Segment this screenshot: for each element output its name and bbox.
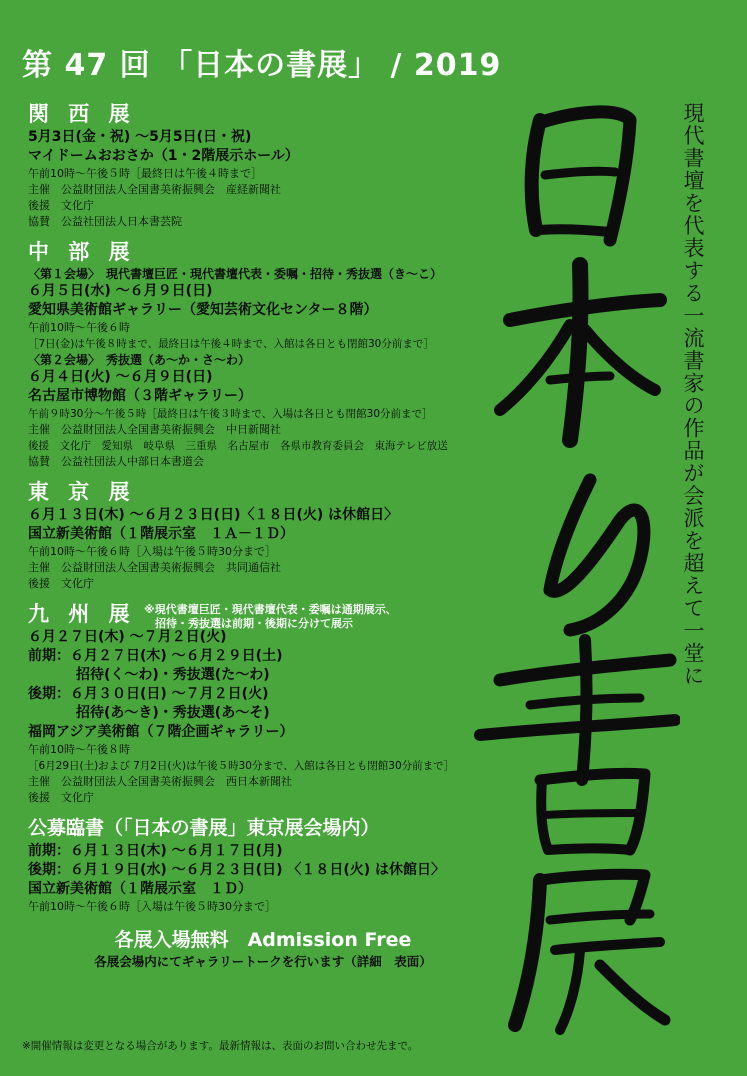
kansai-hours: 午前10時～午後５時［最終日は午後４時まで］ xyxy=(28,167,262,180)
kyushu-venue: 福岡アジア美術館（７階企画ギャラリー） xyxy=(28,724,294,740)
tokyo-venue: 国立新美術館（１階展示室 １Ａ－１Ｄ） xyxy=(28,526,294,542)
koubo-early: 前期：６月１３日(木) ～６月１７日(月) xyxy=(28,843,283,859)
chubu-venue2-dates: ６月４日(火) ～６月９日(日) xyxy=(28,369,213,385)
gallery-talk-notice: 各展会場内にてギャラリートークを行います（詳細 表面） xyxy=(94,954,432,969)
vertical-tagline: 現代書壇を代表する一流書家の作品が会派を超えて一堂に xyxy=(681,102,705,687)
chubu-venue1-note: ［7日(金)は午後８時まで、最終日は午後４時まで、入館は各日とも閉館30分前まで］ xyxy=(28,338,434,350)
kansai-dates: 5月3日(金・祝) ～5月5日(日・祝) xyxy=(28,129,252,145)
koubo-late: 後期：６月１９日(水) ～６月２３日(日) 〈１８日(火) は休館日〉 xyxy=(28,862,446,878)
kyushu-note-line1: ※現代書壇巨匠・現代書壇代表・委嘱は通期展示、 xyxy=(144,603,397,616)
chubu-venue1-hours: 午前10時～午後６時 xyxy=(28,321,130,334)
chubu-venue2-name: 名古屋市博物館（３階ギャラリー） xyxy=(28,388,252,404)
chubu-venue2-hours: 午前９時30分～午後５時［最終日は午後３時まで、入場は各日とも閉館30分前まで］ xyxy=(28,408,433,420)
kyushu-note-line2: 招待・秀抜選は前期・後期に分けて展示 xyxy=(144,617,353,630)
chubu-support: 後援 文化庁 愛知県 岐阜県 三重県 名古屋市 各県市教育委員会 東海テレビ放送 xyxy=(28,440,448,452)
chubu-heading: 中 部 展 xyxy=(28,240,136,264)
tokyo-dates: ６月１３日(木) ～６月２３日(日)〈１８日(火) は休館日〉 xyxy=(28,507,399,523)
calligraphy-brush-strokes xyxy=(470,80,680,1040)
admission-free: 各展入場無料 Admission Free xyxy=(114,929,412,951)
tokyo-support: 後援 文化庁 xyxy=(28,577,94,590)
kyushu-early: 前期：６月２７日(木) ～６月２９日(土) xyxy=(28,648,283,664)
kyushu-late-sub: 招待(あ～き)・秀抜選(あ～そ) xyxy=(76,705,270,721)
kansai-cooperation: 協賛 公益社団法人日本書芸院 xyxy=(28,215,182,228)
kyushu-dates: ６月２７日(木) ～７月２日(火) xyxy=(28,629,227,645)
chubu-venue2-label: 〈第２会場〉 秀抜選（あ～か・さ～わ） xyxy=(28,353,251,367)
koubo-hours: 午前10時～午後６時［入場は午後５時30分まで］ xyxy=(28,900,276,913)
tokyo-hours: 午前10時～午後６時［入場は午後５時30分まで］ xyxy=(28,545,276,558)
tokyo-heading: 東 京 展 xyxy=(28,480,136,504)
kyushu-exhibit-note xyxy=(144,603,397,631)
chubu-venue1-name: 愛知県美術館ギャラリー（愛知芸術文化センター８階） xyxy=(28,302,378,318)
kyushu-support: 後援 文化庁 xyxy=(28,791,94,804)
page-title: 第 47 回 「日本の書展」 / 2019 xyxy=(22,48,502,83)
kyushu-note: ［6月29日(土)および 7月2日(火)は午後５時30分まで、入館は各日とも閉館30分前まで］ xyxy=(28,760,455,772)
kyushu-early-sub: 招待(く～わ)・秀抜選(た～わ) xyxy=(76,667,270,683)
chubu-organizers: 主催 公益財団法人全国書美術振興会 中日新聞社 xyxy=(28,423,281,436)
tokyo-organizers: 主催 公益財団法人全国書美術振興会 共同通信社 xyxy=(28,561,281,574)
kansai-organizers: 主催 公益財団法人全国書美術振興会 産経新聞社 xyxy=(28,183,281,196)
kansai-heading: 関 西 展 xyxy=(28,102,136,126)
chubu-venue1-dates: ６月５日(水) ～６月９日(日) xyxy=(28,283,213,299)
chubu-cooperation: 協賛 公益社団法人中部日本書道会 xyxy=(28,455,204,468)
kansai-support: 後援 文化庁 xyxy=(28,199,94,212)
kyushu-heading: 九 州 展 xyxy=(28,602,136,626)
footnote: ※開催情報は変更となる場合があります。最新情報は、表面のお問い合わせ先まで。 xyxy=(22,1040,419,1052)
kyushu-late: 後期：６月３０日(日) ～７月２日(火) xyxy=(28,686,269,702)
kyushu-organizers: 主催 公益財団法人全国書美術振興会 西日本新聞社 xyxy=(28,775,292,788)
koubo-heading: 公募臨書（「日本の書展」東京展会場内） xyxy=(28,817,380,839)
kyushu-hours: 午前10時～午後８時 xyxy=(28,743,130,756)
koubo-venue: 国立新美術館（１階展示室 １Ｄ） xyxy=(28,881,252,897)
kansai-venue: マイドームおおさか（1・2階展示ホール） xyxy=(28,148,299,164)
calligraphy-artwork xyxy=(470,80,680,1040)
chubu-venue1-label: 〈第１会場〉 現代書壇巨匠・現代書壇代表・委嘱・招待・秀抜選（き～こ） xyxy=(28,267,443,281)
